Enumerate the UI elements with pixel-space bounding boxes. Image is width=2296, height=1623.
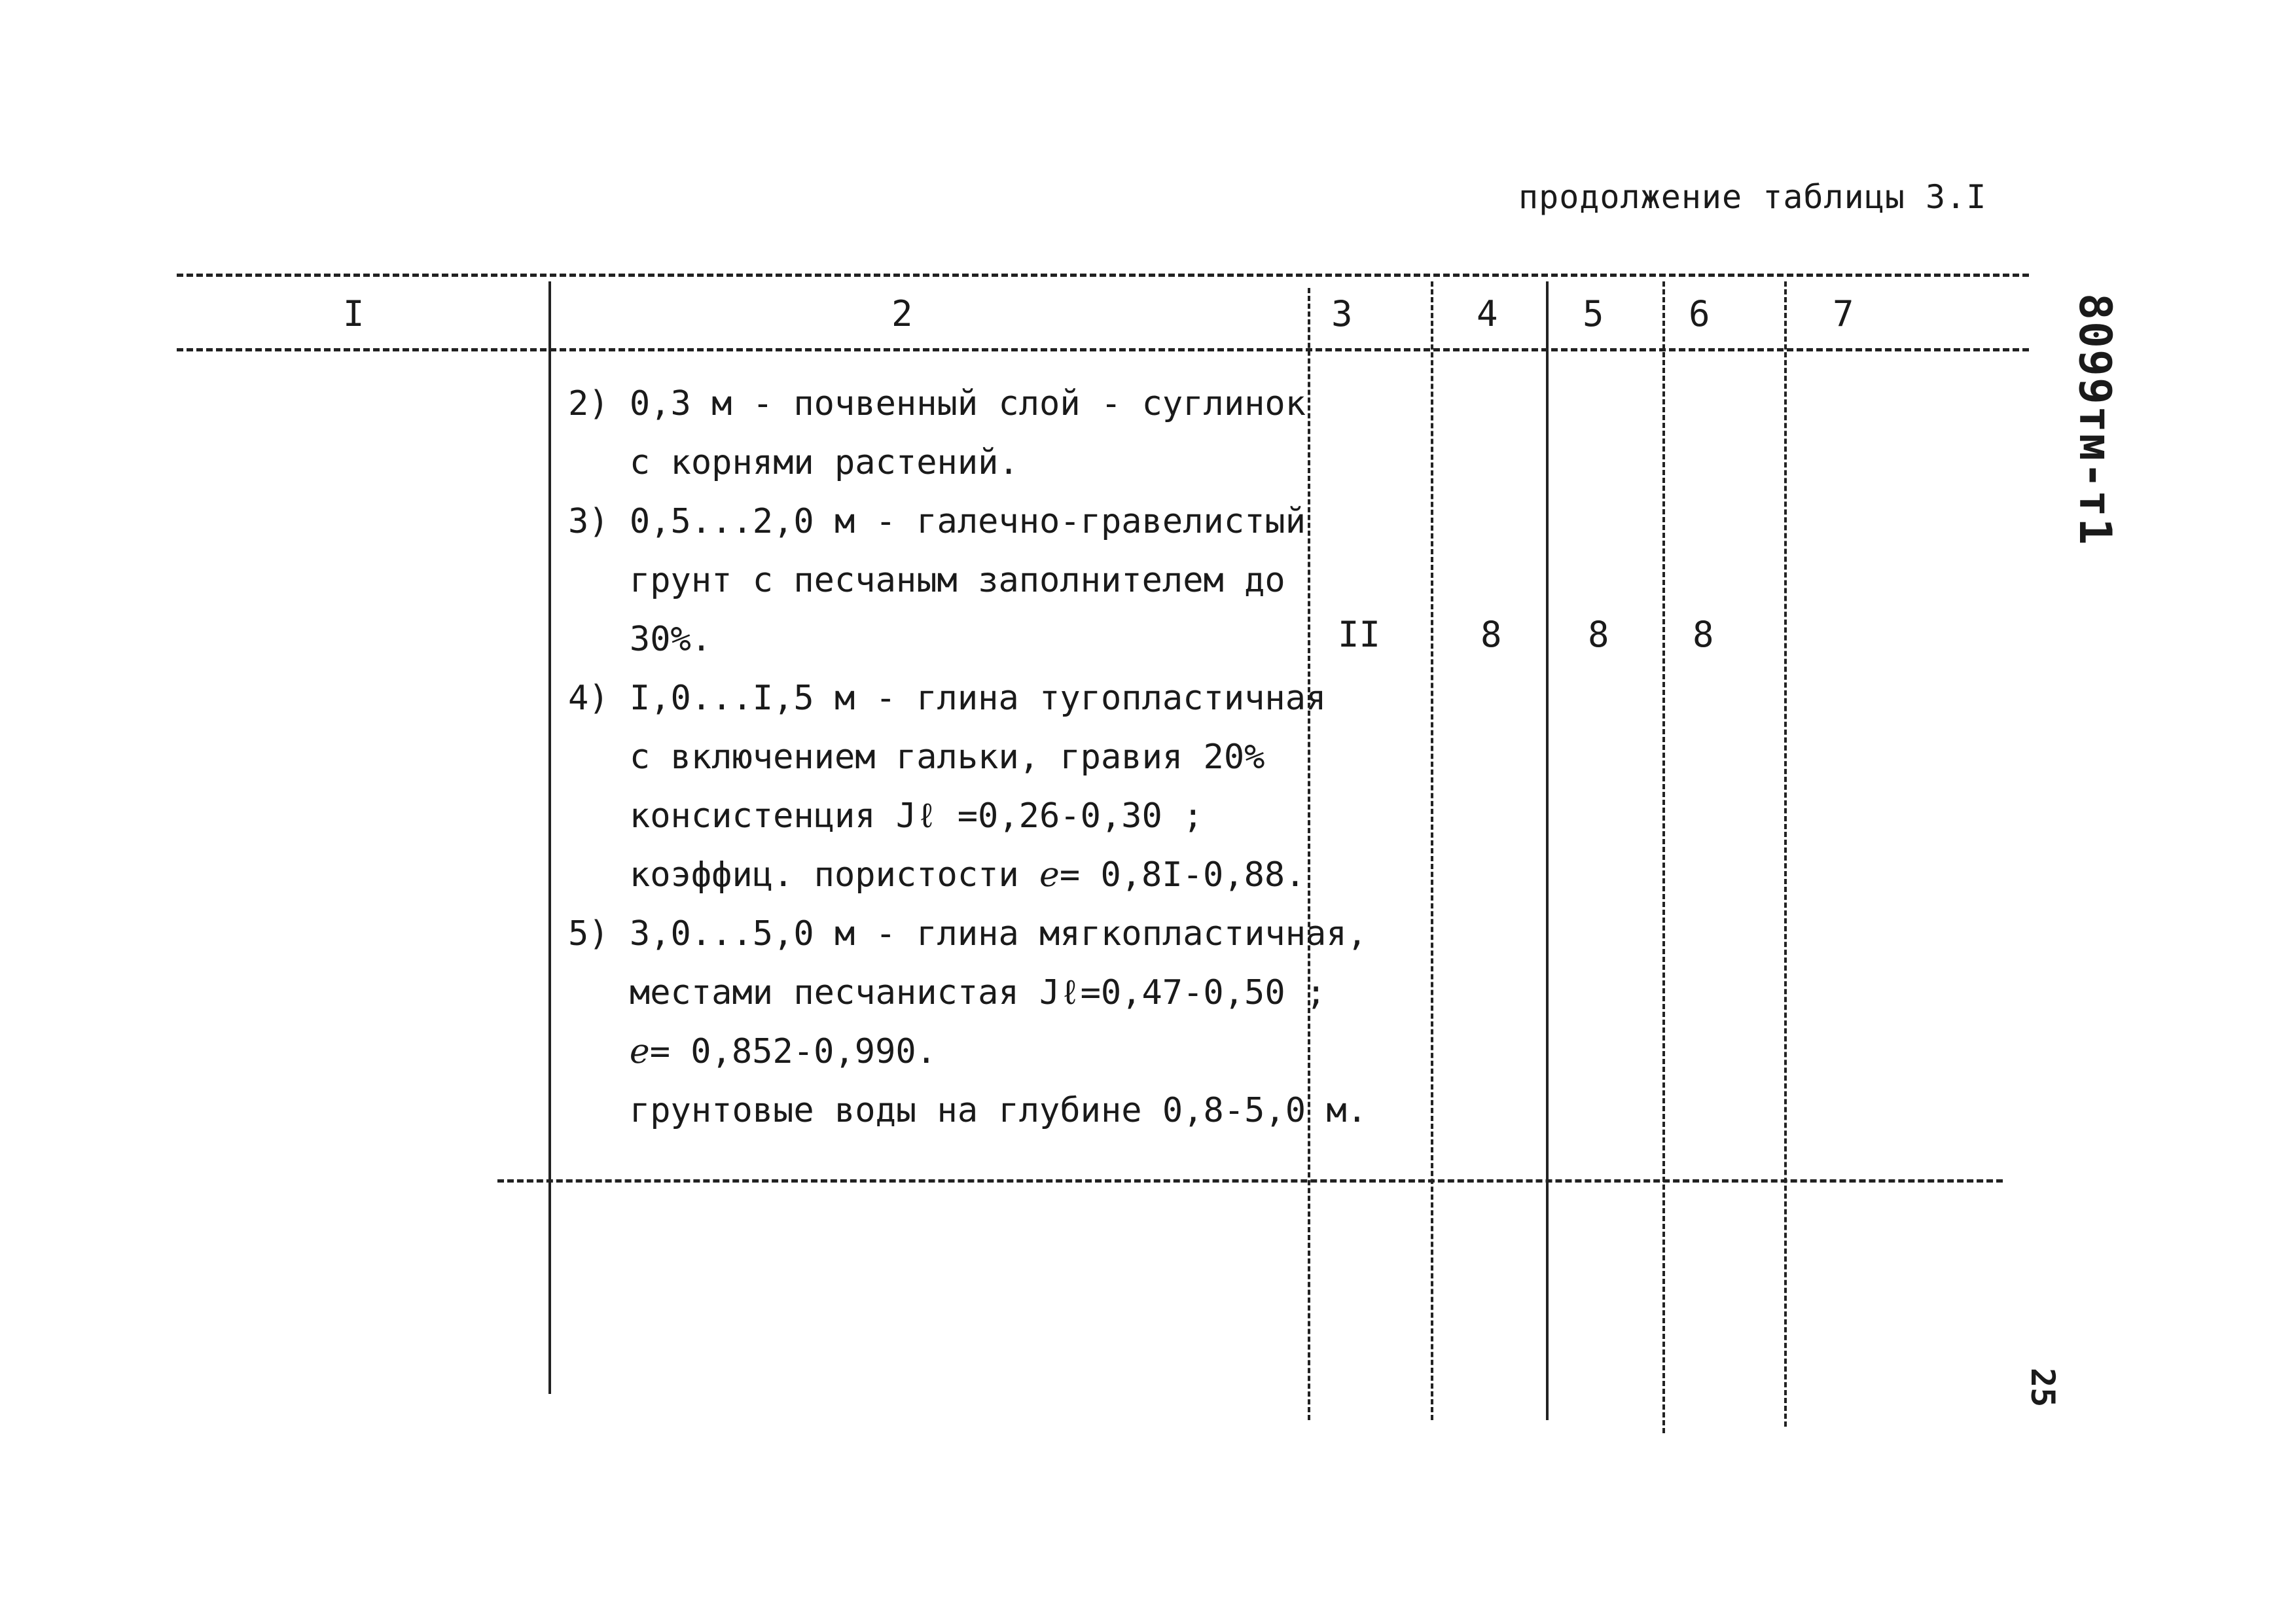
header-top-rule	[177, 274, 2029, 277]
description-line: 30%.	[568, 620, 712, 659]
col-divider-2-3	[1308, 288, 1310, 1420]
header-col-1: I	[343, 293, 365, 334]
description-line: коэффиц. пористости ℯ= 0,8I-0,88.	[568, 855, 1306, 895]
col-divider-1-2	[548, 281, 551, 1394]
col-divider-6-7	[1784, 281, 1787, 1427]
description-line: с включением гальки, гравия 20%	[568, 738, 1265, 777]
row-bottom-rule	[497, 1179, 2003, 1183]
header-col-3: 3	[1331, 293, 1353, 334]
header-col-6: 6	[1689, 293, 1710, 334]
page-number: 25	[2024, 1368, 2062, 1408]
col-divider-5-6	[1662, 281, 1665, 1433]
description-line: грунтовые воды на глубине 0,8-5,0 м.	[568, 1091, 1367, 1130]
header-col-4: 4	[1477, 293, 1498, 334]
description-line: 4) I,0...I,5 м - глина тугопластичная	[568, 679, 1327, 718]
col-divider-4-5	[1546, 281, 1549, 1420]
description-line: с корнями растений.	[568, 443, 1019, 482]
header-col-7: 7	[1833, 293, 1854, 334]
cell-col-5: 8	[1588, 614, 1609, 655]
description-line: 2) 0,3 м - почвенный слой - суглинок	[568, 384, 1306, 423]
document-code: 8099тм-т1	[2069, 293, 2121, 546]
cell-col-3: II	[1338, 614, 1381, 655]
col-divider-3-4	[1431, 281, 1433, 1420]
header-col-5: 5	[1583, 293, 1604, 334]
header-col-2: 2	[891, 293, 913, 334]
description-line: грунт с песчаным заполнителем до	[568, 561, 1285, 600]
description-line: ℯ= 0,852-0,990.	[568, 1032, 937, 1071]
description-line: 5) 3,0...5,0 м - глина мягкопластичная,	[568, 914, 1367, 954]
description-line: консистенция Jℓ =0,26-0,30 ;	[568, 796, 1204, 836]
description-line: местами песчанистая Jℓ=0,47-0,50 ;	[568, 973, 1327, 1012]
table-caption: продолжение таблицы 3.I	[1518, 178, 1987, 216]
description-line: 3) 0,5...2,0 м - галечно-гравелистый	[568, 502, 1306, 541]
header-bottom-rule	[177, 348, 2029, 351]
cell-col-6: 8	[1693, 614, 1714, 655]
cell-col-4: 8	[1480, 614, 1502, 655]
